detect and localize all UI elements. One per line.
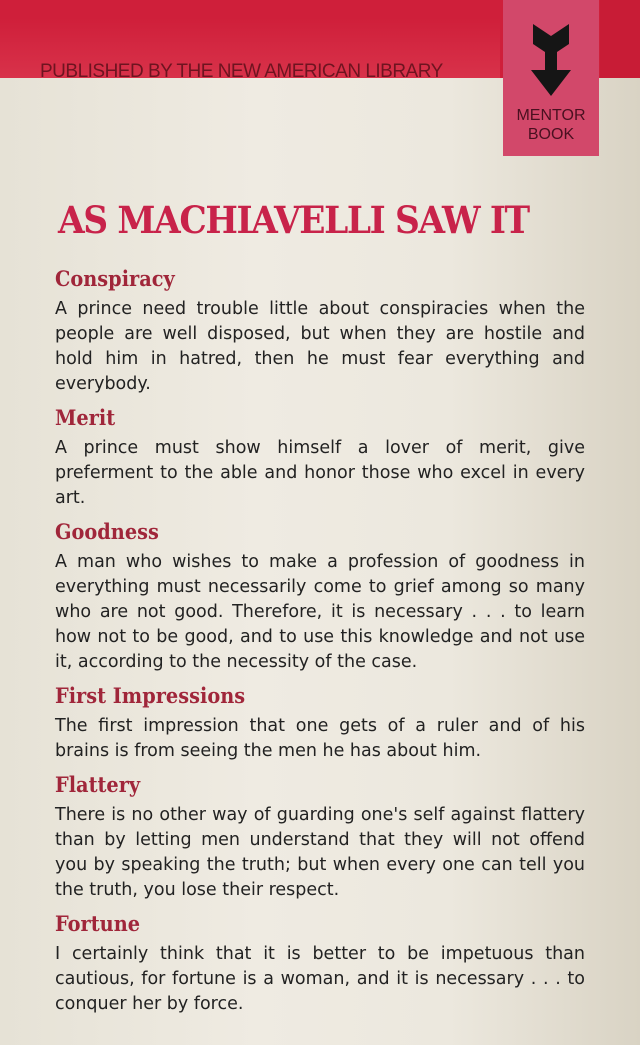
publisher-line: PUBLISHED BY THE NEW AMERICAN LIBRARY [40, 61, 443, 82]
section-body: I certainly think that it is better to be impetuous than cautious, for fortune is a woman, and it is necessary . . . to conquer her by force. [55, 944, 585, 1014]
section-first-impressions [55, 681, 585, 764]
quotes-list [55, 264, 585, 1023]
section-title: Conspiracy [55, 266, 175, 291]
section-title: Merit [55, 405, 116, 430]
banner-edge [600, 0, 640, 78]
section-title: Goodness [55, 519, 159, 544]
section-goodness [55, 517, 585, 675]
publisher-band [0, 18, 500, 82]
section-conspiracy [55, 264, 585, 397]
section-flattery [55, 770, 585, 903]
section-merit [55, 403, 585, 511]
section-title: Fortune [55, 911, 141, 936]
section-body: A prince need trouble little about conspiracies when the people are well disposed, but when they are hostile and hold him in hatred, then he must fear everything and everybody. [55, 299, 585, 394]
section-title: Flattery [55, 772, 141, 797]
section-title: First Impressions [55, 683, 246, 708]
mentor-label: MENTOR [516, 107, 586, 124]
mentor-logo [503, 0, 599, 156]
section-fortune [55, 909, 585, 1017]
section-body: A prince must show himself a lover of merit, give preferment to the able and honor those who excel in every art. [55, 438, 585, 508]
section-body: A man who wishes to make a profession of goodness in everything must necessarily come to grief among so many who are not good. Therefore, it is necessary . . . to learn how not to be good, and to use this knowledge and not use it, according to the necessity of the case. [55, 552, 585, 672]
book-label: BOOK [527, 126, 575, 143]
section-body: There is no other way of guarding one's self against flattery than by letting men understand that they will not offend you by speaking the truth; but when every one can tell you the truth, you lose their respect. [55, 805, 585, 900]
page-title: AS MACHIAVELLI SAW IT [58, 198, 529, 242]
section-body: The first impression that one gets of a ruler and of his brains is from seeing the men he has about him. [55, 716, 585, 761]
arrow-down-icon [527, 22, 575, 98]
